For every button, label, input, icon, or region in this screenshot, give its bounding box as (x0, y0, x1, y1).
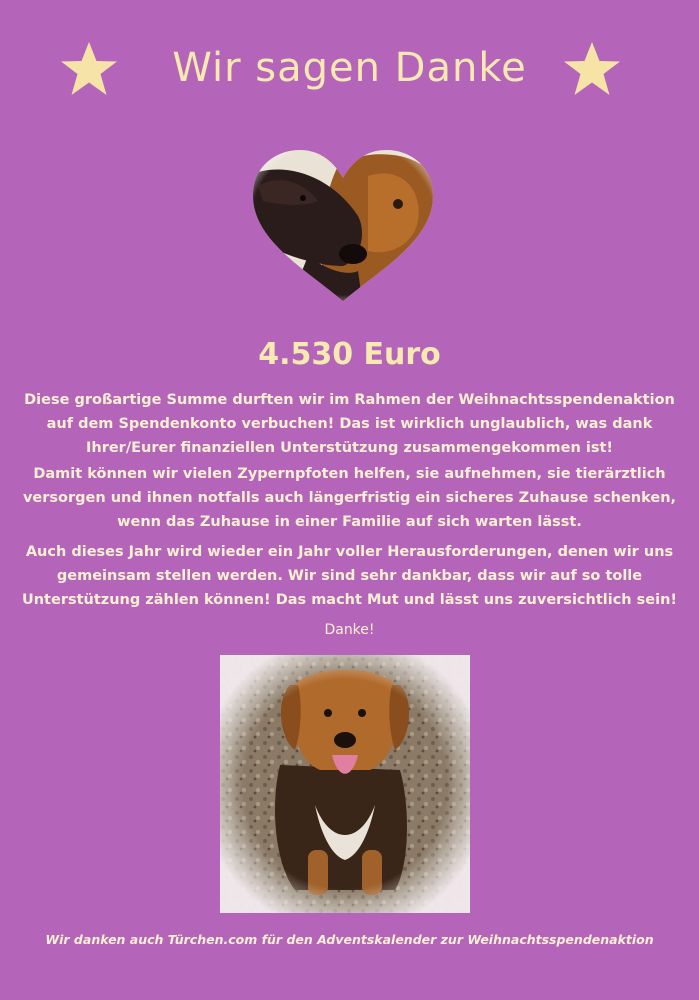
paragraph-line: auf dem Spendenkonto verbuchen! Das ist wirklich unglaublich, was dank (46, 416, 653, 432)
paragraph-line: versorgen und ihnen notfalls auch längerfristig ein sicheres Zuhause schenken, (22, 490, 677, 506)
page-title: Wir sagen Danke (172, 45, 527, 91)
dogs-heart-photo (248, 146, 438, 306)
donation-amount: 4.530 Euro (258, 337, 441, 372)
paragraph-3 (20, 540, 679, 612)
dog-photo (220, 655, 470, 913)
paragraph-2 (20, 462, 679, 534)
paragraph-line: Auch dieses Jahr wird wieder ein Jahr voller Herausforderungen, denen wir uns (25, 544, 674, 560)
paragraph-line: Unterstützung zählen können! Das macht Mut und lässt uns zuversichtlich sein! (21, 592, 678, 608)
paragraph-line: wenn das Zuhause in einer Familie auf sich warten lässt. (117, 514, 582, 530)
thanks-text: Danke! (324, 622, 375, 638)
paragraph-line: gemeinsam stellen werden. Wir sind sehr dankbar, dass wir auf so tolle (56, 568, 643, 584)
paragraph-line: Damit können wir vielen Zypernpfoten helfen, sie aufnehmen, sie tierärztlich (33, 466, 666, 482)
footer-text: Wir danken auch Türchen.com für den Adventskalender zur Weihnachtsspendenaktion (45, 932, 654, 947)
paragraph-line: Diese großartige Summe durften wir im Rahmen der Weihnachtsspendenaktion (24, 392, 675, 408)
paragraph-line: Ihrer/Eurer finanziellen Unterstützung zusammengekommen ist! (85, 440, 614, 456)
paragraph-1 (20, 388, 679, 460)
